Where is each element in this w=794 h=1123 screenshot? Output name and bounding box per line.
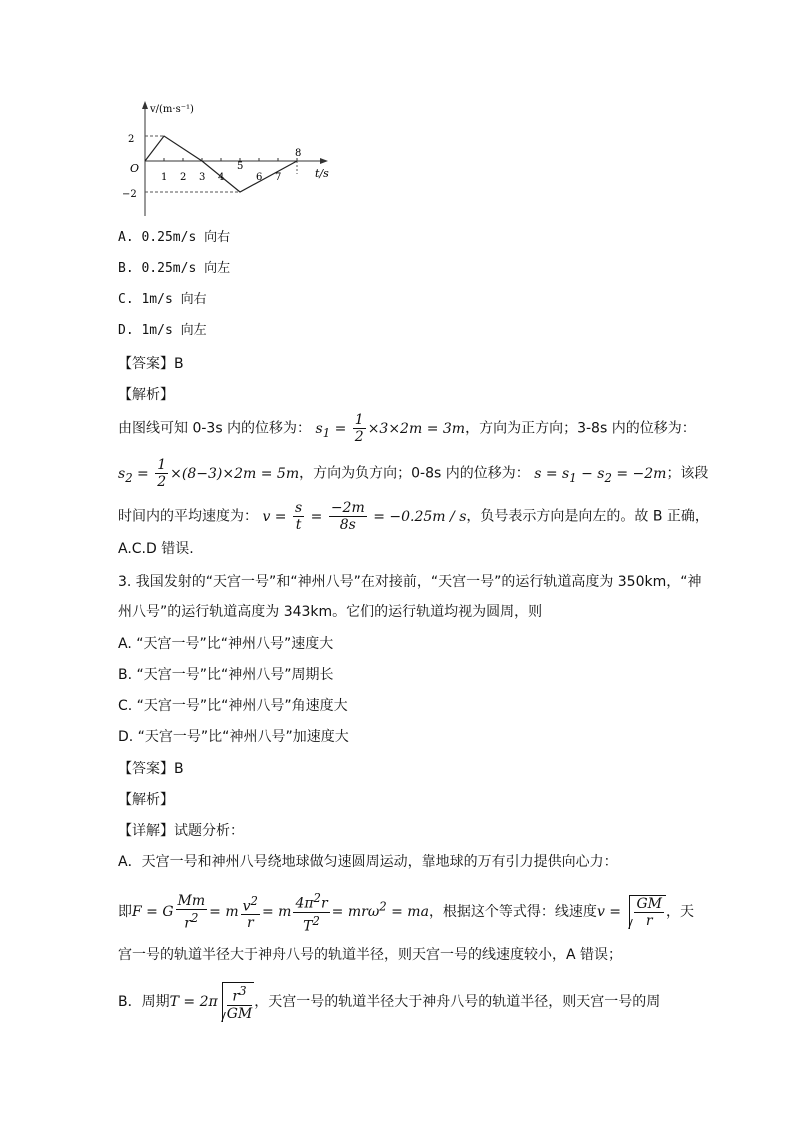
q2-answer: 【答案】B bbox=[118, 356, 184, 372]
q2-option-d: D. 1m/s 向左 bbox=[118, 323, 207, 338]
velocity-line bbox=[145, 136, 297, 192]
y-axis-arrow bbox=[142, 101, 148, 109]
gravity-equation: F = G $\frac{Mm}{r^2}$ = m $\frac{v^2}{r}$ = m $\frac{4\pi^2r}{T^2}$ = mrω$^2$ = ma bbox=[132, 891, 429, 935]
s1-formula: $s_1$ = $\frac{1}{2}$ ×3×2m = 3m bbox=[311, 412, 466, 445]
q3-stem-line-2: 州八号”的运行轨道高度为 343km。它们的运行轨道均视为圆周，则 bbox=[118, 604, 543, 620]
q2-option-b: B. 0.25m/s 向左 bbox=[118, 261, 231, 276]
x-tick-1: 1 bbox=[161, 172, 168, 183]
q3-detail-a: A．天宫一号和神州八号绕地球做匀速圆周运动，靠地球的万有引力提供向心力： bbox=[118, 854, 618, 870]
q2-analysis-line-1: 由图线可知 0-3s 内的位移为： $s_1$ = $\frac{1}{2}$ ×3×2m = 3m，方向为正方向；3-8s 内的位移为： bbox=[118, 412, 696, 445]
q3-option-a: A. “天宫一号”比“神州八号”速度大 bbox=[118, 636, 334, 652]
q3-detail-heading: 【详解】试题分析： bbox=[118, 823, 244, 839]
origin-label: O bbox=[130, 162, 140, 175]
x-tick-7: 7 bbox=[275, 172, 282, 183]
q3-period-line: B．周期T = 2π $\frac{r^3}{GM}$ ，天宫一号的轨道半径大于神舟八号的轨道半径，则天宫一号的周 bbox=[118, 984, 661, 1022]
q3-analysis-heading: 【解析】 bbox=[118, 792, 174, 808]
q2-analysis-line-3: 时间内的平均速度为： v = $\frac{s}{t}$ = $\frac{-2m}{8s}$ = −0.25m / s，负号表示方向是向左的。故 B 正确， bbox=[118, 500, 709, 533]
y-tick-2: 2 bbox=[128, 134, 135, 145]
s-total-formula: $s = s_1 - s_2 = -2m$ bbox=[529, 465, 667, 485]
s2-formula: $s_2$ = $\frac{1}{2}$ ×(8−3)×2m = 5m bbox=[118, 457, 300, 490]
x-axis-arrow bbox=[320, 158, 328, 164]
q2-analysis-line-2: $s_2$ = $\frac{1}{2}$ ×(8−3)×2m = 5m，方向为负方向；0-8s 内的位移为： $s = s_1 - s_2 = -2m$；该段 bbox=[118, 457, 709, 490]
x-axis-label: t/s bbox=[315, 167, 329, 180]
period-formula: T = 2π $\frac{r^3}{GM}$ bbox=[169, 984, 253, 1022]
x-tick-8: 8 bbox=[295, 148, 302, 159]
q2-option-a: A. 0.25m/s 向右 bbox=[118, 230, 231, 245]
q3-option-c: C. “天宫一号”比“神州八号”角速度大 bbox=[118, 698, 348, 714]
x-tick-6: 6 bbox=[256, 172, 263, 183]
x-tick-3: 3 bbox=[199, 172, 206, 183]
velocity-time-graph bbox=[110, 96, 350, 220]
q2-option-c: C. 1m/s 向右 bbox=[118, 292, 207, 307]
q3-detail-a-cont: 宫一号的轨道半径大于神舟八号的轨道半径，则天宫一号的线速度较小，A 错误； bbox=[118, 947, 623, 963]
x-tick-2: 2 bbox=[180, 172, 187, 183]
x-tick-4: 4 bbox=[218, 172, 225, 183]
q3-option-b: B. “天宫一号”比“神州八号”周期长 bbox=[118, 667, 334, 683]
q3-answer: 【答案】B bbox=[118, 761, 184, 777]
q2-analysis-heading: 【解析】 bbox=[118, 387, 174, 403]
y-tick-neg2: −2 bbox=[122, 189, 137, 200]
q3-option-d: D. “天宫一号”比“神州八号”加速度大 bbox=[118, 729, 349, 745]
x-tick-5: 5 bbox=[237, 161, 244, 172]
q3-equation-line: 即F = G $\frac{Mm}{r^2}$ = m $\frac{v^2}{r}$ = m $\frac{4\pi^2r}{T^2}$ = mrω$^2$ = ma，根据这个等式得：线速度v = $\frac{GM}{r}$ ，天 bbox=[118, 891, 695, 935]
q2-analysis-line-4: A.C.D 错误. bbox=[118, 541, 194, 557]
y-axis-label: v/(m·s⁻¹) bbox=[150, 104, 194, 115]
avg-velocity-formula: v = $\frac{s}{t}$ = $\frac{-2m}{8s}$ = −0.25m / s bbox=[258, 500, 467, 533]
linear-velocity-formula: v = $\frac{GM}{r}$ bbox=[597, 904, 666, 920]
q3-stem-line-1: 3. 我国发射的“天宫一号”和“神州八号”在对接前，“天宫一号”的运行轨道高度为 350km，“神 bbox=[118, 574, 702, 590]
